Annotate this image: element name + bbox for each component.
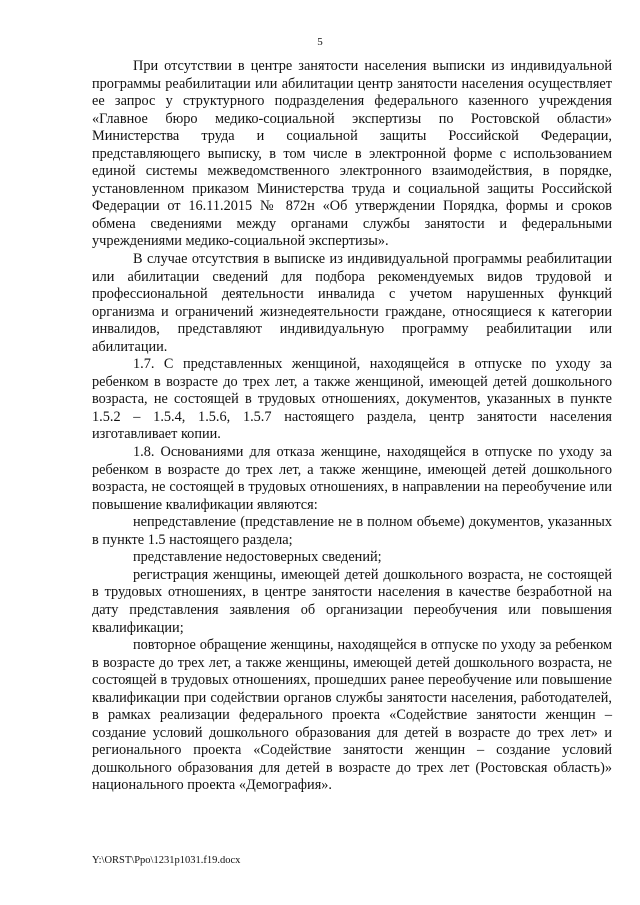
footer-file-path: Y:\ORST\Ppo\1231p1031.f19.docx <box>92 855 241 866</box>
paragraph-reason-registration: регистрация женщины, имеющей детей дошкольного возраста, не состоящей в трудовых отношениях, в центре занятости населения в качестве безработной на дату представления заявления об организации переобучения или повышения квалификации; <box>92 566 612 636</box>
paragraph-reason-false-info: представление недостоверных сведений; <box>133 549 382 566</box>
document-body <box>92 58 612 795</box>
page-number: 5 <box>317 36 323 48</box>
paragraph-reason-repeat: повторное обращение женщины, находящейся в отпуске по уходу за ребенком в возрасте до трех лет, а также женщины, имеющей детей дошкольного возраста, не состоящей в трудовых отношениях, прошедших ранее переобучение или повышение квалификации при содействии органов службы занятости населения, работодателей, в рамках реализации федерального проекта «Содействие занятости женщин – создание условий дошкольного образования для детей в возрасте до трех лет» и регионального проекта «Содействие занятости женщин – создание условий дошкольного образования для детей в возрасте до трех лет (Ростовская область)» национального проекта «Демография». <box>92 637 612 794</box>
paragraph-missing-info: В случае отсутствия в выписке из индивидуальной программы реабилитации или абилитации сведений для подбора рекомендуемых видов трудовой и профессиональной деятельности инвалида с учетом нарушенных функций организма и ограничений жизнедеятельности граждане, относящиеся к категории инвалидов, представляют индивидуальную программу реабилитации или абилитации. <box>92 251 612 355</box>
paragraph-request-extract: При отсутствии в центре занятости населения выписки из индивидуальной программы реабилитации или абилитации центр занятости населения осуществляет ее запрос у структурного подразделения федерального казенного учреждения «Главное бюро медико-социальной экспертизы по Ростовской области» Министерства труда и социальной защиты Российской Федерации, представляющего выписку, в том числе в электронной форме с использованием единой системы межведомственного электронного взаимодействия, в порядке, установленном приказом Министерства труда и социальной защиты Российской Федерации от 16.11.2015 № 872н «Об утверждении Порядка, формы и сроков обмена сведениями между органами службы занятости и федеральными учреждениями медико-социальной экспертизы». <box>92 58 612 250</box>
paragraph-1-8: 1.8. Основаниями для отказа женщине, находящейся в отпуске по уходу за ребенком в возрасте до трех лет, а также женщине, имеющей детей дошкольного возраста, не состоящей в трудовых отношениях, в направлении на переобучение или повышение квалификации являются: <box>92 444 612 513</box>
paragraph-1-7: 1.7. С представленных женщиной, находящейся в отпуске по уходу за ребенком в возрасте до трех лет, а также женщиной, имеющей детей дошкольного возраста, не состоящей в трудовых отношениях, документов, указанных в пункте 1.5.2 – 1.5.4, 1.5.6, 1.5.7 настоящего раздела, центр занятости населения изготавливает копии. <box>92 356 612 443</box>
paragraph-reason-documents: непредставление (представление не в полном объеме) документов, указанных в пункте 1.5 настоящего раздела; <box>92 514 612 548</box>
